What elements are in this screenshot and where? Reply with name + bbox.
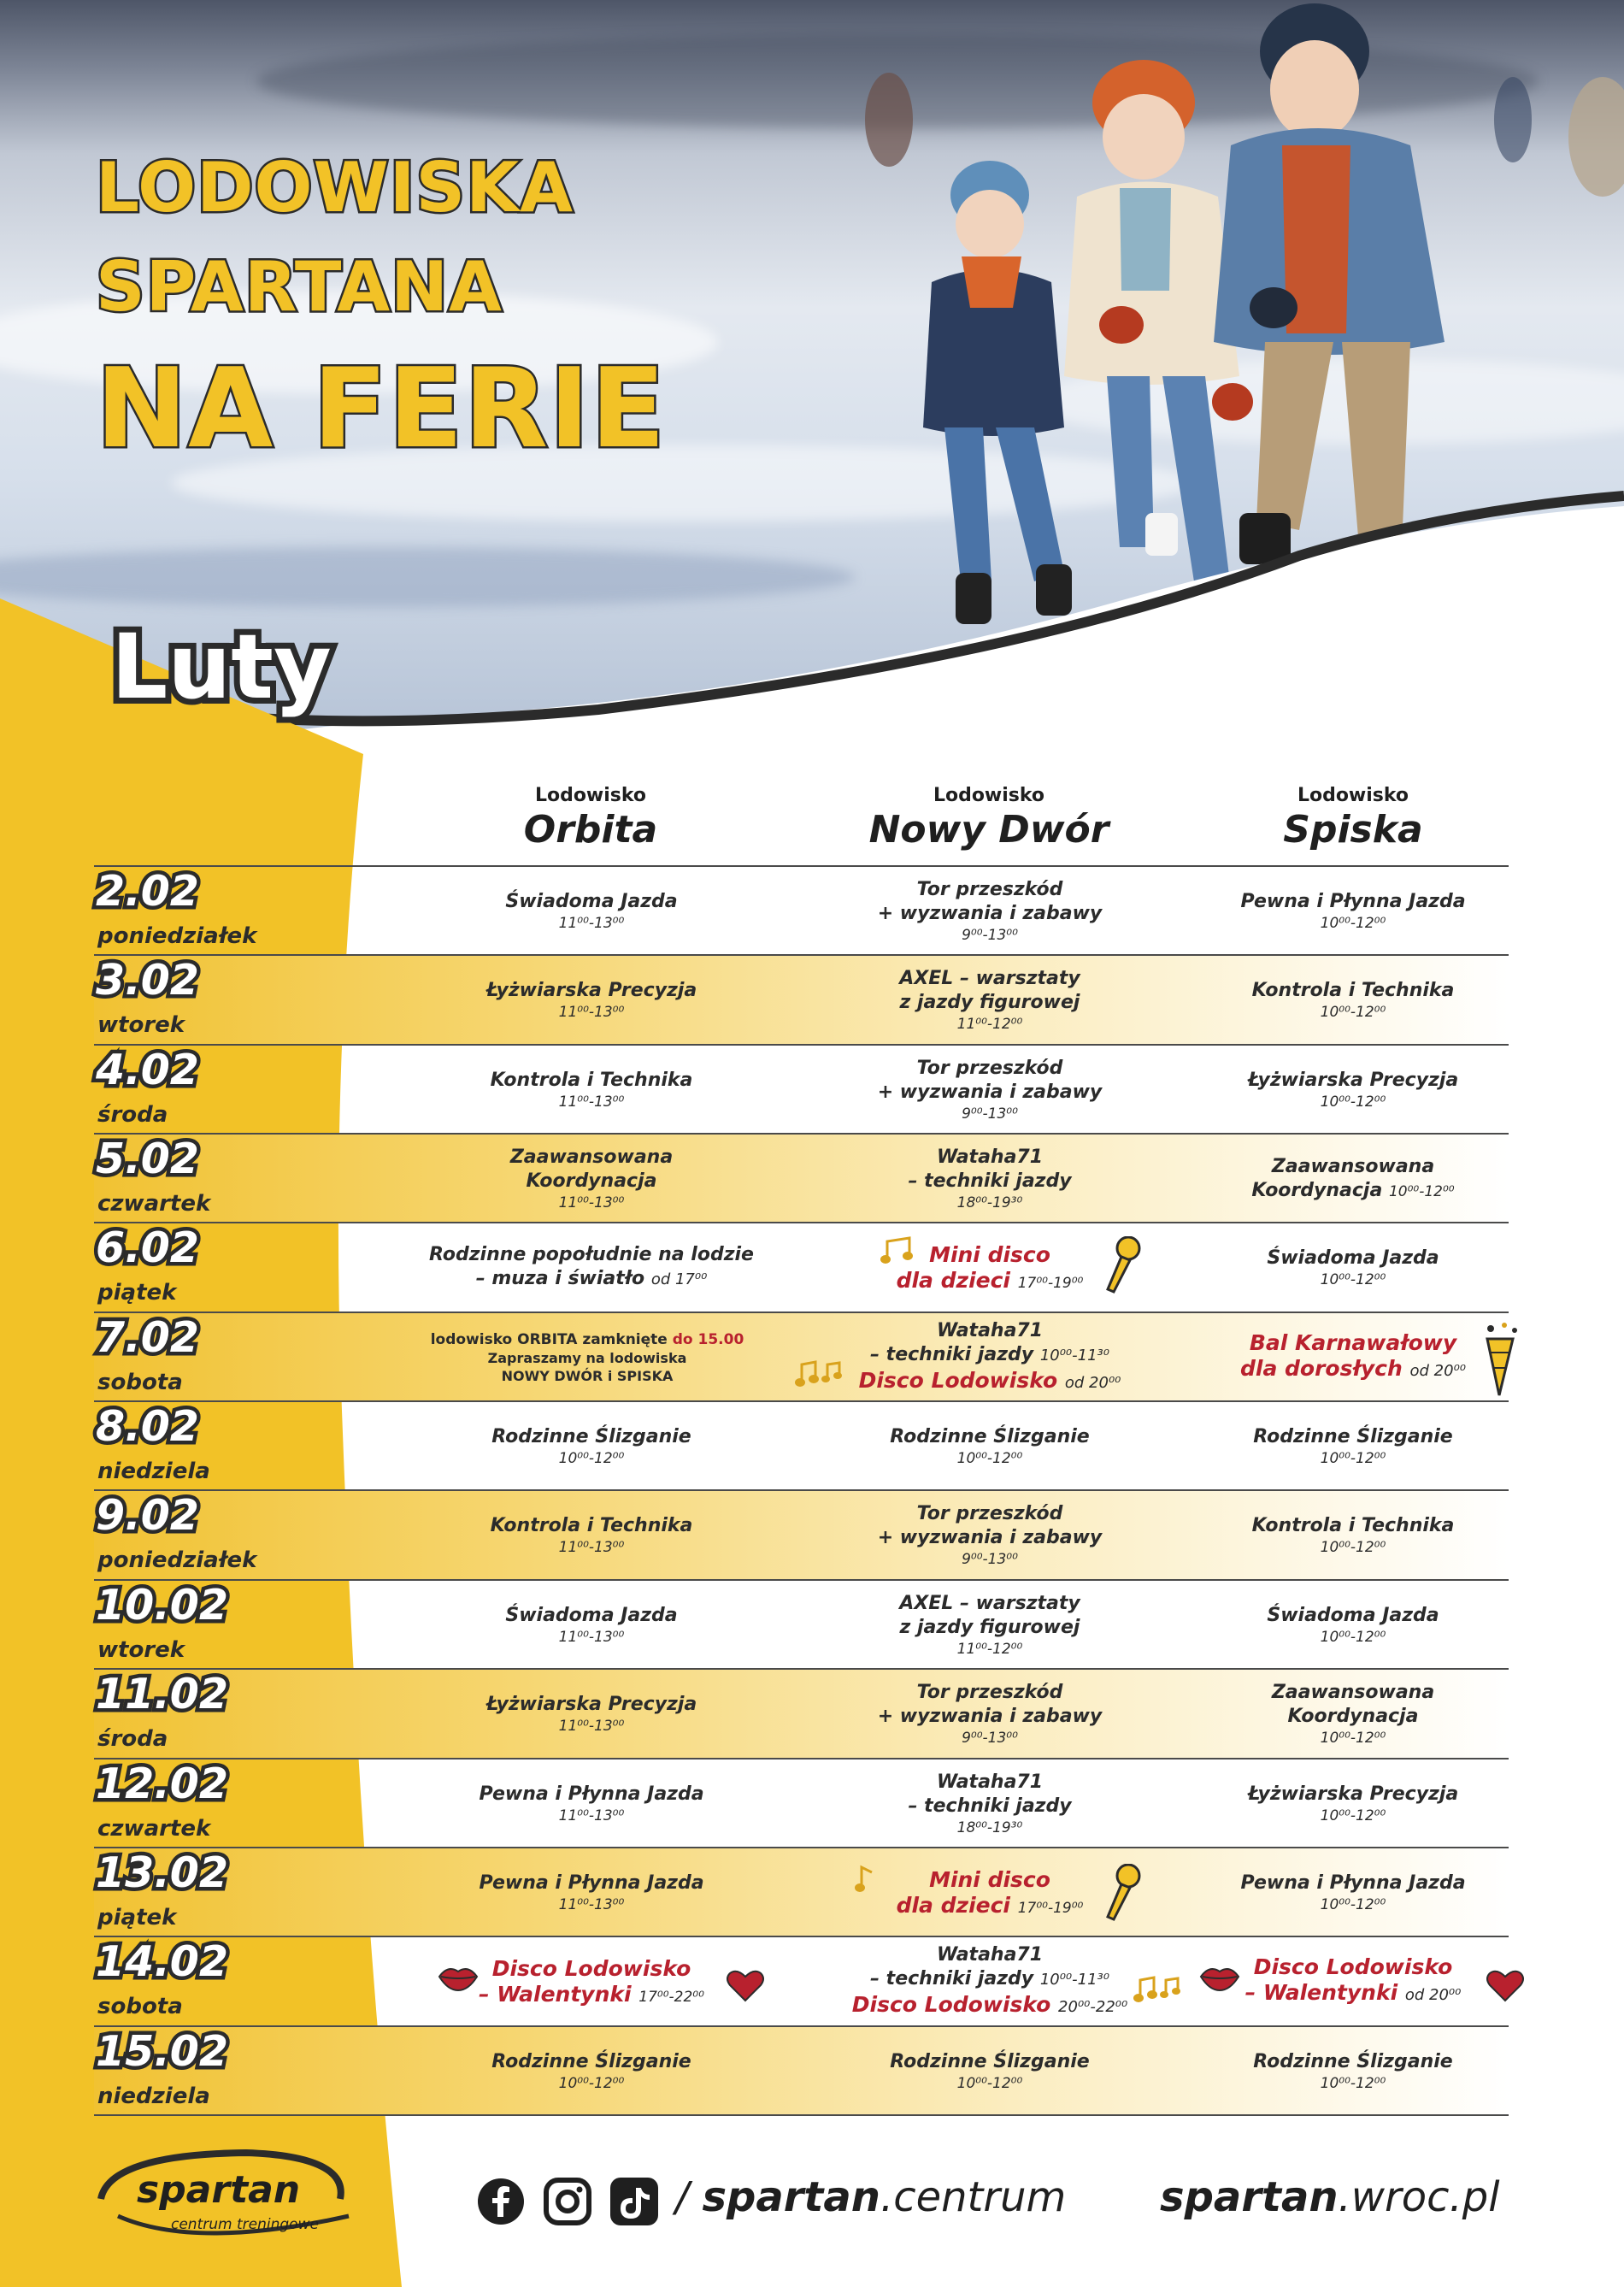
activity-name: Zaawansowana: [1271, 1155, 1435, 1177]
activity-time: 11⁰⁰-13⁰⁰: [558, 914, 625, 932]
cell-nowy-dwor: [789, 1313, 1191, 1401]
event-line: [852, 1992, 1127, 2020]
activity-name: Wataha71: [936, 1319, 1044, 1341]
activity-name: Wataha71: [936, 1146, 1044, 1168]
cell-spiska: [1152, 1135, 1554, 1223]
weekday: sobota: [97, 1370, 183, 1395]
row-date: [94, 2027, 316, 2115]
date-number: 6.02: [96, 1223, 199, 1272]
weekday: czwartek: [97, 1816, 211, 1842]
activity-time: 10⁰⁰-12⁰⁰: [1320, 1270, 1386, 1288]
notice-line: [431, 1330, 744, 1349]
activity-name: Kontrola i Technika: [1251, 979, 1455, 1001]
activity-time: 9⁰⁰-13⁰⁰: [962, 1729, 1018, 1747]
cell-orbita: [391, 867, 792, 955]
activity-name: Tor przeszkód: [916, 1681, 1063, 1703]
activity-name: Rodzinne popołudnie na lodzie: [429, 1244, 754, 1265]
weekday: niedziela: [97, 1459, 210, 1484]
activity-name: Łyżwiarska Precyzja: [1247, 1783, 1459, 1805]
cell-nowy-dwor: [789, 1046, 1191, 1134]
party-popper-icon: [1479, 1322, 1521, 1399]
date-number: 14.02: [96, 1937, 228, 1986]
site-bold: spartan: [1160, 2173, 1339, 2221]
date-number: 2.02: [96, 867, 199, 916]
column-name: Nowy Dwór: [868, 808, 1109, 852]
cell-spiska: [1152, 1223, 1554, 1311]
date-number: 4.02: [96, 1046, 199, 1094]
column-sub-label: Lodowisko: [933, 785, 1045, 806]
weekday: środa: [97, 1726, 168, 1752]
activity-line: [1251, 1179, 1454, 1203]
activity-time: 10⁰⁰-12⁰⁰: [1320, 1895, 1386, 1913]
notice-text: NOWY DWÓR i SPISKA: [501, 1367, 674, 1384]
activity-time: 10⁰⁰-12⁰⁰: [1320, 1729, 1386, 1747]
row-date: [94, 1313, 316, 1401]
activity-time: od 20⁰⁰: [1064, 1373, 1121, 1392]
activity-time: 18⁰⁰-19³⁰: [956, 1818, 1023, 1836]
activity-line: [870, 1967, 1109, 1992]
cell-orbita: [391, 1759, 792, 1848]
activity-time: 10⁰⁰-12⁰⁰: [1320, 1003, 1386, 1021]
activity-time: 10⁰⁰-12⁰⁰: [1320, 1093, 1386, 1111]
row-date: [94, 1402, 316, 1490]
date-number: 7.02: [96, 1313, 199, 1362]
activity-time: 11⁰⁰-13⁰⁰: [558, 1093, 625, 1111]
activity-time: 9⁰⁰-13⁰⁰: [962, 1105, 1018, 1123]
activity-name: Kontrola i Technika: [1251, 1514, 1455, 1536]
activity-time: 11⁰⁰-13⁰⁰: [558, 1895, 625, 1913]
handle-bold: spartan: [702, 2173, 880, 2221]
activity-name: z jazdy figurowej: [899, 991, 1080, 1013]
microphone-icon: [1103, 1864, 1142, 1922]
date-number: 10.02: [96, 1581, 228, 1630]
activity-time: 17⁰⁰-22⁰⁰: [638, 1988, 704, 2006]
activity-name: Pewna i Płynna Jazda: [479, 1871, 704, 1894]
column-header-spiska: [1114, 785, 1592, 852]
event-name: Bal Karnawałowy: [1249, 1330, 1457, 1355]
activity-time: od 17⁰⁰: [650, 1270, 708, 1288]
date-number: 12.02: [96, 1759, 228, 1808]
activity-time: 11⁰⁰-13⁰⁰: [558, 1807, 625, 1824]
activity-time: 9⁰⁰-13⁰⁰: [962, 926, 1018, 944]
weekday: niedziela: [97, 2084, 210, 2109]
column-name: Spiska: [1283, 808, 1423, 852]
site-rest: .wroc.pl: [1338, 2173, 1500, 2221]
handle-rest: .centrum: [880, 2173, 1067, 2221]
notice-text: Zapraszamy na lodowiska: [487, 1349, 687, 1366]
activity-name: Pewna i Płynna Jazda: [1240, 890, 1466, 912]
column-sub-label: Lodowisko: [1297, 785, 1409, 806]
activity-name: Rodzinne Ślizganie: [1253, 1425, 1453, 1447]
event-name: Disco Lodowisko: [491, 1955, 691, 1981]
date-number: 8.02: [96, 1402, 199, 1451]
activity-line: [476, 1267, 708, 1292]
activity-name: Łyżwiarska Precyzja: [485, 1693, 697, 1715]
activity-name: Łyżwiarska Precyzja: [1247, 1069, 1459, 1091]
activity-name: Kontrola i Technika: [490, 1514, 693, 1536]
event-name: dla dzieci: [896, 1892, 1010, 1918]
tiktok-icon[interactable]: [610, 2178, 658, 2225]
cell-nowy-dwor: [789, 1759, 1191, 1848]
activity-name: AXEL – warsztaty: [899, 1592, 1080, 1614]
activity-name: z jazdy figurowej: [899, 1616, 1080, 1638]
title-line-1: LODOWISKA: [96, 148, 574, 227]
cell-orbita: [348, 1313, 827, 1401]
facebook-icon[interactable]: [477, 2178, 525, 2225]
cell-orbita: [391, 1581, 792, 1669]
activity-name: Wataha71: [936, 1943, 1044, 1966]
activity-name: Rodzinne Ślizganie: [491, 1425, 691, 1447]
event-line: [479, 1982, 704, 2007]
activity-name: Świadoma Jazda: [505, 1604, 678, 1626]
music-notes-icon: [795, 1359, 843, 1388]
event-name: Disco Lodowisko: [851, 1991, 1051, 2017]
cell-spiska: [1152, 1670, 1554, 1758]
event-name: – Walentynki: [479, 1981, 632, 2007]
date-number: 3.02: [96, 956, 199, 1005]
social-handle[interactable]: [675, 2173, 1066, 2221]
cell-spiska: [1152, 1848, 1554, 1936]
event-line: [1240, 1356, 1466, 1384]
cell-spiska: [1152, 1581, 1554, 1669]
cell-spiska: [1152, 1759, 1554, 1848]
activity-time: 10⁰⁰-12⁰⁰: [956, 1449, 1023, 1467]
activity-time: 10⁰⁰-12⁰⁰: [1320, 914, 1386, 932]
cell-spiska: [1152, 867, 1554, 955]
activity-time: 18⁰⁰-19³⁰: [956, 1194, 1023, 1211]
handle-slash: /: [675, 2173, 690, 2221]
weekday: wtorek: [97, 1637, 185, 1663]
row-date: [94, 1848, 316, 1936]
row-date: [94, 1135, 316, 1223]
event-line: [897, 1268, 1084, 1294]
activity-time: 17⁰⁰-19⁰⁰: [1017, 1274, 1084, 1292]
music-note-icon: [855, 1864, 875, 1893]
event-name: Disco Lodowisko: [858, 1367, 1058, 1393]
cell-orbita: [391, 956, 792, 1044]
weekday: piątek: [97, 1905, 177, 1930]
cell-spiska: [1152, 1402, 1554, 1490]
cell-spiska: [1152, 1046, 1554, 1134]
cell-orbita: [391, 1491, 792, 1579]
title-line-3: NA FERIE: [96, 345, 667, 473]
notice-highlight: do 15.00: [672, 1330, 744, 1348]
activity-name: – techniki jazdy: [908, 1795, 1072, 1817]
activity-name: Pewna i Płynna Jazda: [479, 1783, 704, 1805]
weekday: środa: [97, 1102, 168, 1128]
logo-name: spartan: [137, 2168, 301, 2212]
microphone-icon: [1103, 1236, 1142, 1294]
activity-name: + wyzwania i zabawy: [877, 902, 1103, 924]
event-name: Mini disco: [929, 1866, 1050, 1892]
cell-nowy-dwor: [789, 1581, 1191, 1669]
weekday: sobota: [97, 1994, 183, 2019]
event-line: [1245, 1980, 1462, 2008]
activity-time: 10⁰⁰-11³⁰: [1039, 1346, 1109, 1365]
row-date: [94, 1759, 316, 1848]
weekday: czwartek: [97, 1191, 211, 1217]
cell-orbita: [391, 1135, 792, 1223]
date-number: 11.02: [96, 1670, 228, 1718]
activity-time: od 20⁰⁰: [1409, 1362, 1466, 1380]
weekday: poniedziałek: [97, 923, 257, 949]
lips-icon: [438, 1961, 479, 1992]
activity-name: Rodzinne Ślizganie: [491, 2050, 691, 2072]
activity-name: Świadoma Jazda: [1267, 1247, 1439, 1269]
activity-time: 10⁰⁰-12⁰⁰: [558, 2074, 625, 2092]
activity-name: Koordynacja: [1287, 1705, 1419, 1727]
activity-name: Rodzinne Ślizganie: [890, 1425, 1090, 1447]
activity-time: 10⁰⁰-12⁰⁰: [1388, 1182, 1455, 1200]
activity-time: 10⁰⁰-12⁰⁰: [1320, 1449, 1386, 1467]
row-date: [94, 1046, 316, 1134]
website-link[interactable]: [1160, 2173, 1500, 2221]
weekday: wtorek: [97, 1012, 185, 1038]
activity-name: Świadoma Jazda: [1267, 1604, 1439, 1626]
activity-name: Zaawansowana: [1271, 1681, 1435, 1703]
cell-orbita: [391, 1046, 792, 1134]
row-date: [94, 1937, 316, 2025]
date-number: 15.02: [96, 2027, 228, 2076]
cell-nowy-dwor: [789, 1491, 1191, 1579]
column-name: Orbita: [523, 808, 658, 852]
event-name: – Walentynki: [1244, 1980, 1398, 2005]
activity-time: 10⁰⁰-11³⁰: [1039, 1970, 1109, 1989]
activity-time: 10⁰⁰-12⁰⁰: [558, 1449, 625, 1467]
activity-time: 11⁰⁰-13⁰⁰: [558, 1003, 625, 1021]
activity-time: 11⁰⁰-13⁰⁰: [558, 1628, 625, 1646]
weekday: poniedziałek: [97, 1547, 257, 1573]
cell-nowy-dwor: [789, 1937, 1191, 2025]
activity-line: [870, 1343, 1109, 1368]
activity-name: – muza i światło: [475, 1268, 645, 1289]
activity-name: Zaawansowana: [509, 1146, 674, 1168]
activity-time: od 20⁰⁰: [1404, 1986, 1462, 2004]
cell-orbita: [391, 1670, 792, 1758]
activity-name: – techniki jazdy: [870, 1343, 1034, 1365]
activity-time: 20⁰⁰-22⁰⁰: [1058, 1997, 1128, 2016]
activity-name: Świadoma Jazda: [505, 890, 678, 912]
row-date: [94, 1491, 316, 1579]
event-name: Mini disco: [929, 1241, 1050, 1267]
activity-name: – techniki jazdy: [908, 1170, 1072, 1192]
activity-name: + wyzwania i zabawy: [877, 1526, 1103, 1548]
activity-name: Wataha71: [936, 1771, 1044, 1793]
weekday: piątek: [97, 1280, 177, 1306]
activity-time: 11⁰⁰-13⁰⁰: [558, 1194, 625, 1211]
activity-name: Łyżwiarska Precyzja: [485, 979, 697, 1001]
event-name: dla dorosłych: [1239, 1356, 1403, 1381]
event-line: [897, 1893, 1084, 1919]
activity-name: Tor przeszkód: [916, 878, 1063, 900]
activity-time: 11⁰⁰-13⁰⁰: [558, 1717, 625, 1735]
title-line-2: SPARTANA: [96, 247, 503, 327]
activity-name: Pewna i Płynna Jazda: [1240, 1871, 1466, 1894]
cell-nowy-dwor: [789, 1135, 1191, 1223]
activity-name: Rodzinne Ślizganie: [1253, 2050, 1453, 2072]
date-number: 5.02: [96, 1135, 199, 1183]
column-sub-label: Lodowisko: [534, 785, 647, 806]
cell-spiska: [1152, 1491, 1554, 1579]
event-name: Disco Lodowisko: [1253, 1954, 1453, 1979]
activity-name: – techniki jazdy: [870, 1967, 1034, 1989]
activity-name: Kontrola i Technika: [490, 1069, 693, 1091]
event-line: [859, 1368, 1121, 1396]
activity-time: 11⁰⁰-12⁰⁰: [956, 1640, 1023, 1658]
activity-name: Koordynacja: [1251, 1179, 1383, 1201]
cell-nowy-dwor: [789, 1670, 1191, 1758]
activity-name: Koordynacja: [526, 1170, 657, 1192]
activity-time: 10⁰⁰-12⁰⁰: [1320, 2074, 1386, 2092]
month-label: Luty: [111, 615, 332, 719]
activity-time: 11⁰⁰-12⁰⁰: [956, 1015, 1023, 1033]
row-date: [94, 1670, 316, 1758]
heart-icon: [725, 1966, 766, 2004]
date-number: 9.02: [96, 1491, 199, 1540]
row-date: [94, 1223, 316, 1311]
heart-icon: [1485, 1966, 1526, 2004]
cell-nowy-dwor: [789, 1402, 1191, 1490]
lips-icon: [1199, 1961, 1240, 1992]
row-date: [94, 1581, 316, 1669]
activity-name: Tor przeszkód: [916, 1057, 1063, 1079]
activity-time: 10⁰⁰-12⁰⁰: [1320, 1807, 1386, 1824]
activity-time: 11⁰⁰-13⁰⁰: [558, 1538, 625, 1556]
activity-name: Rodzinne Ślizganie: [890, 2050, 1090, 2072]
date-number: 13.02: [96, 1848, 228, 1897]
cell-orbita: [391, 1223, 792, 1311]
cell-orbita: [391, 1402, 792, 1490]
cell-nowy-dwor: [789, 2027, 1191, 2115]
cell-orbita: [391, 1848, 792, 1936]
notice-text: lodowisko ORBITA zamknięte: [430, 1330, 668, 1348]
row-date: [94, 867, 316, 955]
activity-time: 17⁰⁰-19⁰⁰: [1017, 1899, 1084, 1917]
logo-subtitle: centrum treningowe: [171, 2216, 319, 2233]
activity-time: 10⁰⁰-12⁰⁰: [1320, 1628, 1386, 1646]
activity-time: 10⁰⁰-12⁰⁰: [956, 2074, 1023, 2092]
cell-spiska: [1152, 956, 1554, 1044]
instagram-icon[interactable]: [544, 2178, 591, 2225]
activity-time: 9⁰⁰-13⁰⁰: [962, 1550, 1018, 1568]
music-notes-icon: [1133, 1975, 1181, 2004]
activity-name: Tor przeszkód: [916, 1502, 1063, 1524]
cell-nowy-dwor: [789, 867, 1191, 955]
activity-name: + wyzwania i zabawy: [877, 1081, 1103, 1103]
event-name: dla dzieci: [896, 1267, 1010, 1293]
cell-orbita: [391, 2027, 792, 2115]
activity-name: AXEL – warsztaty: [899, 967, 1080, 989]
music-note-icon: [880, 1236, 915, 1265]
cell-nowy-dwor: [789, 956, 1191, 1044]
cell-spiska: [1152, 2027, 1554, 2115]
activity-name: + wyzwania i zabawy: [877, 1705, 1103, 1727]
activity-time: 10⁰⁰-12⁰⁰: [1320, 1538, 1386, 1556]
row-date: [94, 956, 316, 1044]
